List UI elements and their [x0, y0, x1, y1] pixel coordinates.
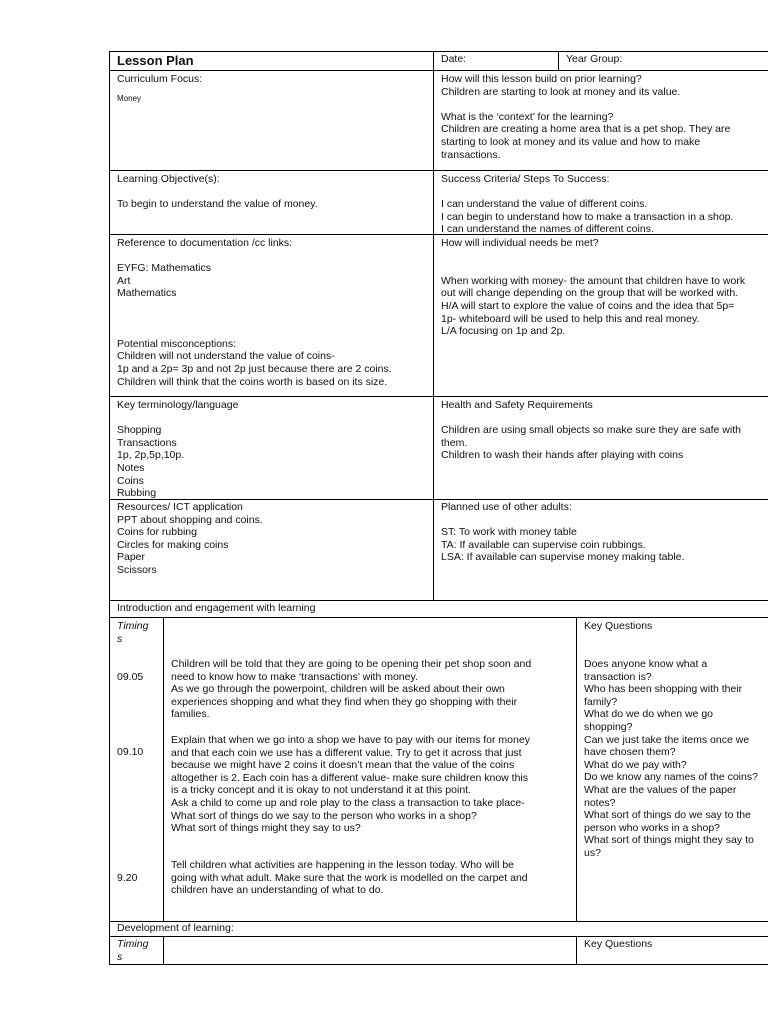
health-line: Children are using small objects so make sure they are safe with	[441, 424, 741, 437]
needs-line: out will change depending on the group that will be worked with.	[441, 287, 739, 300]
intro-key-questions-cell	[576, 617, 768, 922]
resource-item: PPT about shopping and coins.	[117, 513, 263, 526]
key-question-line: What are the values of the paper	[584, 783, 737, 796]
resources-label: Resources/ ICT application	[117, 501, 243, 513]
success-criteria-cell	[433, 170, 768, 235]
key-question-line: What sort of things do we say to the	[584, 809, 751, 822]
key-question-line: shopping?	[584, 720, 633, 733]
activity-line: As we go through the powerpoint, children will be asked about their own	[171, 683, 505, 696]
activity-line: Ask a child to come up and role play to the class a transaction to take place-	[171, 796, 525, 809]
terminology-cell	[109, 396, 434, 500]
documentation-cell	[109, 234, 434, 397]
misconception-line: 1p and a 2p= 3p and not 2p just because there are 2 coins.	[117, 362, 392, 375]
needs-line: 1p- whiteboard will be used to help this and real money.	[441, 312, 700, 325]
documentation-link: Mathematics	[117, 287, 177, 300]
year-group-cell	[558, 51, 768, 71]
needs-line: L/A focusing on 1p and 2p.	[441, 325, 566, 338]
prior-learning-answer: Children are starting to look at money and its value.	[441, 85, 681, 98]
time-entry: 09.10	[117, 746, 144, 758]
activity-line: is a tricky concept and it is okay to not understand it at this point.	[171, 784, 471, 797]
adults-line: ST: To work with money table	[441, 526, 577, 539]
documentation-link: EYFG: Mathematics	[117, 262, 211, 275]
key-question-line: transaction is?	[584, 670, 652, 683]
activity-line: altogether is 2. Each coin has a different value- make sure children know this	[171, 771, 528, 784]
dev-activities-cell	[163, 936, 577, 965]
activity-line: Children will be told that they are going to be opening their pet shop soon and	[171, 658, 532, 670]
documentation-label: Reference to documentation /cc links:	[117, 237, 293, 249]
context-line: Children are creating a home area that is a pet shop. They are	[441, 123, 731, 136]
needs-line: When working with money- the amount that children have to work	[441, 274, 746, 287]
health-label: Health and Safety Requirements	[441, 399, 593, 411]
introduction-label: Introduction and engagement with learning	[117, 602, 316, 614]
date-label: Date:	[441, 53, 467, 65]
year-group-label: Year Group:	[566, 53, 623, 65]
terminology-item: Notes	[117, 461, 145, 474]
key-question-line: Does anyone know what a	[584, 658, 708, 670]
terminology-label: Key terminology/language	[117, 399, 239, 411]
documentation-link: Art	[117, 274, 131, 287]
key-question-line: person who works in a shop?	[584, 821, 720, 834]
success-line: I can begin to understand how to make a transaction in a shop.	[441, 210, 734, 223]
key-question-line: Can we just take the items once we	[584, 733, 750, 746]
terminology-item: 1p, 2p,5p,10p.	[117, 449, 185, 462]
terminology-item: Coins	[117, 474, 144, 487]
key-question-line: What sort of things might they say to	[584, 834, 754, 847]
timings-label: Timing	[117, 938, 149, 950]
intro-timings-cell	[109, 617, 164, 922]
activity-line: What sort of things might they say to us?	[171, 822, 361, 835]
resource-item: Coins for rubbing	[117, 526, 197, 539]
objectives-value: To begin to understand the value of money.	[117, 198, 318, 211]
key-questions-label: Key Questions	[584, 620, 653, 632]
activity-line: families.	[171, 708, 210, 721]
activity-line: going with what adult. Make sure that the work is modelled on the carpet and	[171, 871, 528, 884]
activity-line: What sort of things do we say to the person who works in a shop?	[171, 809, 477, 822]
individual-needs-cell	[433, 234, 768, 397]
activity-line: because we might have 2 coins it doesn’t mean that the value of the coins	[171, 759, 515, 772]
key-question-line: What do we do when we go	[584, 708, 713, 721]
prior-learning-cell	[433, 70, 768, 171]
key-question-line: family?	[584, 695, 618, 708]
dev-key-questions-cell	[576, 936, 768, 965]
key-question-line: What do we pay with?	[584, 758, 687, 771]
page-title: Lesson Plan	[117, 53, 194, 68]
terminology-item: Shopping	[117, 424, 162, 437]
resources-cell	[109, 499, 434, 601]
timings-label-suffix: s	[117, 632, 123, 645]
timings-label-suffix: s	[117, 950, 123, 963]
resource-item: Paper	[117, 551, 146, 564]
time-entry: 09.05	[117, 671, 144, 683]
resource-item: Scissors	[117, 563, 157, 576]
key-question-line: have chosen them?	[584, 746, 676, 759]
resource-item: Circles for making coins	[117, 538, 229, 551]
context-line: starting to look at money and its value and how to make	[441, 135, 701, 148]
key-question-line: Who has been shopping with their	[584, 683, 743, 696]
misconception-line: Children will not understand the value of coins-	[117, 350, 335, 363]
time-entry: 9.20	[117, 872, 138, 884]
activity-line: and that each coin we use has a different value. Try to get it across that just	[171, 746, 522, 759]
title-cell	[109, 51, 434, 71]
misconceptions-label: Potential misconceptions:	[117, 337, 237, 350]
dev-timings-cell	[109, 936, 164, 965]
health-line: Children to wash their hands after playing with coins	[441, 449, 684, 462]
success-line: I can understand the value of different coins.	[441, 198, 648, 211]
activity-line: Explain that when we go into a shop we have to pay with our items for money	[171, 734, 530, 746]
adults-line: TA: If available can supervise coin rubbings.	[441, 538, 646, 551]
health-safety-cell	[433, 396, 768, 500]
key-question-line: notes?	[584, 796, 616, 809]
objectives-cell	[109, 170, 434, 235]
development-header	[109, 921, 768, 937]
date-cell	[433, 51, 559, 71]
curriculum-label: Curriculum Focus:	[117, 73, 203, 85]
introduction-header	[109, 600, 768, 618]
development-label: Development of learning:	[117, 922, 234, 934]
prior-learning-question: How will this lesson build on prior learning?	[441, 73, 642, 85]
activity-line: Tell children what activities are happening in the lesson today. Who will be	[171, 859, 514, 871]
adults-line: LSA: If available can supervise money making table.	[441, 551, 685, 564]
health-line: them.	[441, 436, 468, 449]
adults-label: Planned use of other adults:	[441, 501, 572, 513]
intro-activities-cell	[163, 617, 577, 922]
curriculum-cell	[109, 70, 434, 171]
context-line: transactions.	[441, 148, 501, 161]
other-adults-cell	[433, 499, 768, 601]
key-question-line: us?	[584, 846, 601, 859]
terminology-item: Rubbing	[117, 487, 157, 500]
success-label: Success Criteria/ Steps To Success:	[441, 173, 610, 185]
context-question: What is the ‘context’ for the learning?	[441, 110, 614, 123]
needs-line: H/A will start to explore the value of coins and the idea that 5p=	[441, 299, 735, 312]
activity-line: experiences shopping and what they find when they go shopping with their	[171, 695, 518, 708]
objectives-label: Learning Objective(s):	[117, 173, 220, 185]
timings-label: Timing	[117, 620, 149, 632]
activity-line: children have an understanding of what to do.	[171, 884, 384, 897]
key-questions-label: Key Questions	[584, 938, 653, 950]
activity-line: need to know how to make ‘transactions’ with money.	[171, 670, 418, 683]
key-question-line: Do we know any names of the coins?	[584, 771, 758, 784]
misconception-line: Children will think that the coins worth is based on its size.	[117, 375, 388, 388]
needs-label: How will individual needs be met?	[441, 237, 599, 249]
curriculum-value: Money	[117, 93, 142, 103]
terminology-item: Transactions	[117, 436, 177, 449]
success-line: I can understand the names of different coins.	[441, 223, 654, 235]
